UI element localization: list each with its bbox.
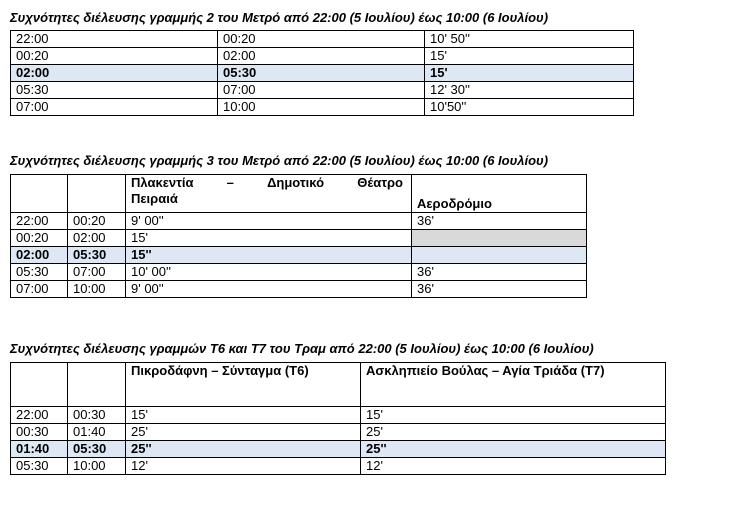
metro2-table: [10, 30, 634, 116]
table-cell: 07:00: [11, 281, 68, 298]
table-cell: 02:00: [11, 247, 68, 264]
table-header-row: [11, 363, 666, 407]
table-header-cell: [68, 175, 126, 213]
table-cell: 22:00: [11, 407, 68, 424]
table-row: [11, 82, 634, 99]
table-row: [11, 281, 587, 298]
table-cell: 05:30: [68, 247, 126, 264]
table-cell: 10:00: [218, 99, 425, 116]
table-header-cell: [11, 175, 68, 213]
table-row-highlighted: [11, 441, 666, 458]
table-cell: 36': [412, 281, 587, 298]
metro3-title: Συχνότητες διέλευσης γραμμής 3 του Μετρό από 22:00 (5 Ιουλίου) έως 10:00 (6 Ιουλίου): [10, 153, 549, 168]
table-header-cell: [11, 363, 68, 407]
table-cell: 02:00: [218, 48, 425, 65]
table-cell: 12': [126, 458, 361, 475]
table-cell: 10' 00'': [126, 264, 412, 281]
metro2-title: Συχνότητες διέλευσης γραμμής 2 του Μετρό από 22:00 (5 Ιουλίου) έως 10:00 (6 Ιουλίου): [10, 10, 549, 25]
header-text: –: [226, 175, 234, 190]
header-aerodromio: Αεροδρόμιο: [412, 175, 587, 213]
header-t7: Ασκληπιείο Βούλας – Αγία Τριάδα (Τ7): [361, 363, 666, 407]
table-cell: 05:30: [218, 65, 425, 82]
table-row: [11, 99, 634, 116]
table-cell: 9' 00'': [126, 213, 412, 230]
table-cell: 36': [412, 264, 587, 281]
table-cell: 9' 00'': [126, 281, 412, 298]
table-cell: 22:00: [11, 213, 68, 230]
table-cell: 10'50'': [425, 99, 634, 116]
table-row: [11, 458, 666, 475]
table-cell: 07:00: [68, 264, 126, 281]
table-cell: 05:30: [68, 441, 126, 458]
table-row: [11, 407, 666, 424]
table-row: [11, 213, 587, 230]
table-cell: 10:00: [68, 281, 126, 298]
table-cell: 00:20: [68, 213, 126, 230]
table-cell: 00:30: [68, 407, 126, 424]
table-cell: 10' 50'': [425, 31, 634, 48]
table-cell: 02:00: [11, 65, 218, 82]
header-text: Θέατρο: [357, 175, 403, 190]
table-cell: 01:40: [11, 441, 68, 458]
table-row-highlighted: [11, 65, 634, 82]
table-header-row: [11, 175, 587, 213]
header-text: Πειραιά: [131, 191, 178, 206]
header-text: Δημοτικό: [267, 175, 325, 190]
table-row: [11, 424, 666, 441]
table-cell: 00:30: [11, 424, 68, 441]
table-cell: 00:20: [11, 230, 68, 247]
table-row: [11, 230, 587, 247]
table-cell-empty: [412, 230, 587, 247]
table-cell: 15': [425, 48, 634, 65]
tram-table: [10, 362, 666, 475]
table-row-highlighted: [11, 247, 587, 264]
table-cell: 10:00: [68, 458, 126, 475]
table-cell: 00:20: [11, 48, 218, 65]
table-cell: 05:30: [11, 458, 68, 475]
table-cell: 01:40: [68, 424, 126, 441]
table-cell: 15'': [126, 247, 412, 264]
tram-title: Συχνότητες διέλευσης γραμμών Τ6 και Τ7 του Τραμ από 22:00 (5 Ιουλίου) έως 10:00 (6 Ιουλίου): [10, 341, 594, 356]
table-cell: 12' 30'': [425, 82, 634, 99]
table-cell: 00:20: [218, 31, 425, 48]
table-cell: 15': [361, 407, 666, 424]
table-cell: 02:00: [68, 230, 126, 247]
table-cell: 12': [361, 458, 666, 475]
table-cell-empty: [412, 247, 587, 264]
table-cell: 05:30: [11, 264, 68, 281]
table-cell: 25'': [361, 441, 666, 458]
header-t6: Πικροδάφνη – Σύνταγμα (Τ6): [126, 363, 361, 407]
table-cell: 22:00: [11, 31, 218, 48]
table-cell: 07:00: [11, 99, 218, 116]
table-cell: 25': [361, 424, 666, 441]
table-cell: 15': [126, 230, 412, 247]
table-row: [11, 264, 587, 281]
table-header-cell: [68, 363, 126, 407]
table-cell: 15': [126, 407, 361, 424]
table-cell: 05:30: [11, 82, 218, 99]
table-cell: 15': [425, 65, 634, 82]
table-cell: 25': [126, 424, 361, 441]
header-plakentia-peiraias: [126, 175, 412, 213]
table-row: [11, 31, 634, 48]
header-text: Πλακεντία: [131, 175, 194, 190]
metro3-table: [10, 174, 587, 298]
table-cell: 36': [412, 213, 587, 230]
table-row: [11, 48, 634, 65]
table-cell: 07:00: [218, 82, 425, 99]
table-cell: 25'': [126, 441, 361, 458]
